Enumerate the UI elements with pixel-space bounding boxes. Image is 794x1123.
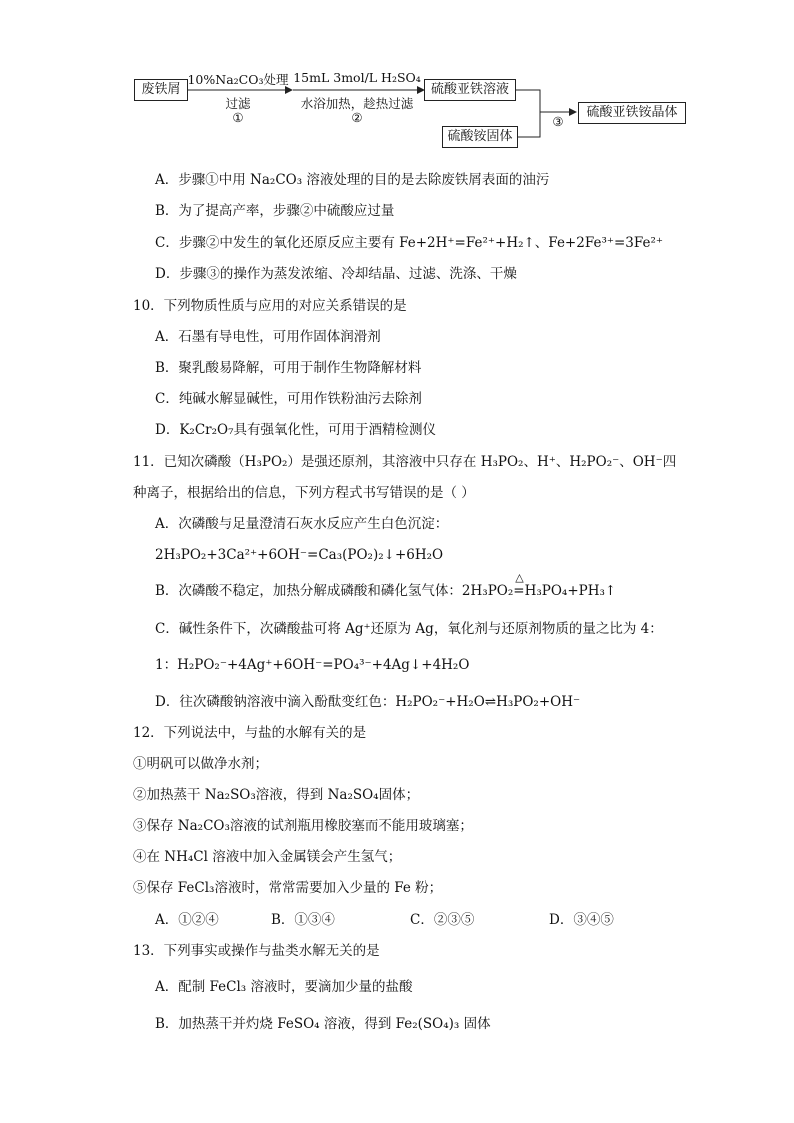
q12-item-5: ⑤保存 FeCl₃溶液时，常常需要加入少量的 Fe 粉； xyxy=(133,880,443,896)
q11-option-b-text: B．次磷酸不稳定，加热分解成磷酸和磷化氢气体：2H₃PO₂ xyxy=(155,583,514,599)
q13-option-b: B．加热蒸干并灼烧 FeSO₄ 溶液，得到 Fe₂(SO₄)₃ 固体 xyxy=(155,1016,491,1032)
q9-option-c: C．步骤②中发生的氧化还原反应主要有 Fe+2H⁺=Fe²⁺+H₂↑、Fe+2Fe³⁺=3Fe²⁺ xyxy=(155,235,664,251)
q11-option-c-equation: 1：H₂PO₂⁻+4Ag⁺+6OH⁻=PO₄³⁻+4Ag↓+4H₂O xyxy=(155,657,470,673)
arrow1-top-label: 10%Na₂CO₃处理 xyxy=(187,72,289,87)
q10-stem: 10．下列物质性质与应用的对应关系错误的是 xyxy=(133,298,407,314)
arrow3-step-label: ③ xyxy=(552,114,564,129)
q11-option-a-equation: 2H₃PO₂+3Ca²⁺+6OH⁻=Ca₃(PO₂)₂↓+6H₂O xyxy=(155,547,444,563)
q11-option-b xyxy=(155,571,617,600)
q11-option-c: C．碱性条件下，次磷酸盐可将 Ag⁺还原为 Ag，氧化剂与还原剂物质的量之比为 4： xyxy=(155,621,663,637)
q12-item-3: ③保存 Na₂CO₃溶液的试剂瓶用橡胶塞而不能用玻璃塞； xyxy=(133,818,473,834)
q12-item-1: ①明矾可以做净水剂； xyxy=(133,756,268,772)
q11-option-a: A．次磷酸与足量澄清石灰水反应产生白色沉淀： xyxy=(155,516,449,532)
box-ammonium-sulfate-solid: 硫酸铵固体 xyxy=(442,126,518,148)
q9-option-a: A．步骤①中用 Na₂CO₃ 溶液处理的目的是去除废铁屑表面的油污 xyxy=(155,172,550,188)
q12-option-c: C．②③⑤ xyxy=(410,912,475,928)
box-waste-iron: 废铁屑 xyxy=(134,79,188,101)
q12-item-4: ④在 NH₄Cl 溶液中加入金属镁会产生氢气； xyxy=(133,849,402,865)
q13-stem: 13．下列事实或操作与盐类水解无关的是 xyxy=(133,943,380,959)
q13-option-a: A．配制 FeCl₃ 溶液时，要滴加少量的盐酸 xyxy=(155,979,413,995)
q10-option-b: B．聚乳酸易降解，可用于制作生物降解材料 xyxy=(155,360,422,376)
arrow2-bottom-label: 水浴加热，趁热过滤 xyxy=(300,96,414,111)
arrow1-bottom-label: 过滤 xyxy=(225,96,251,111)
arrow2-step-label: ② xyxy=(351,110,363,125)
q12-stem: 12．下列说法中，与盐的水解有关的是 xyxy=(133,725,367,741)
arrow2-top-label: 15mL 3mol/L H₂SO₄ xyxy=(293,70,421,85)
q11-stem-line1: 11．已知次磷酸（H₃PO₂）是强还原剂，其溶液中只存在 H₃PO₂、H⁺、H₂PO₂⁻、OH⁻四 xyxy=(133,454,677,470)
q10-option-d: D．K₂Cr₂O₇具有强氧化性，可用于酒精检测仪 xyxy=(155,422,436,438)
heat-arrow: △ = xyxy=(513,571,525,599)
q11-stem-line2: 种离子，根据给出的信息，下列方程式书写错误的是（ ） xyxy=(133,485,475,501)
arrow1-step-label: ① xyxy=(232,110,244,125)
q12-option-b: B．①③④ xyxy=(271,912,335,928)
connector-top xyxy=(516,90,540,112)
box-ammonium-ferrous-sulfate-crystal: 硫酸亚铁铵晶体 xyxy=(578,102,686,124)
box-ferrous-sulfate-solution: 硫酸亚铁溶液 xyxy=(424,79,516,101)
heat-symbol: △ xyxy=(515,571,524,584)
q9-option-d: D．步骤③的操作为蒸发浓缩、冷却结晶、过滤、洗涤、干燥 xyxy=(155,266,517,282)
q11-option-b-products: H₃PO₄+PH₃↑ xyxy=(524,583,617,599)
q11-option-d: D．往次磷酸钠溶液中滴入酚酞变红色：H₂PO₂⁻+H₂O⇌H₃PO₂+OH⁻ xyxy=(155,694,581,710)
q9-option-b: B．为了提高产率，步骤②中硫酸应过量 xyxy=(155,203,395,219)
q12-option-a: A．①②④ xyxy=(155,912,219,928)
q12-item-2: ②加热蒸干 Na₂SO₃溶液，得到 Na₂SO₄固体； xyxy=(133,787,420,803)
q10-option-c: C．纯碱水解显碱性，可用作铁粉油污去除剂 xyxy=(155,391,422,407)
q10-option-a: A．石墨有导电性，可用作固体润滑剂 xyxy=(155,329,381,345)
q12-option-d: D．③④⑤ xyxy=(549,912,614,928)
connector-bottom xyxy=(516,112,540,137)
